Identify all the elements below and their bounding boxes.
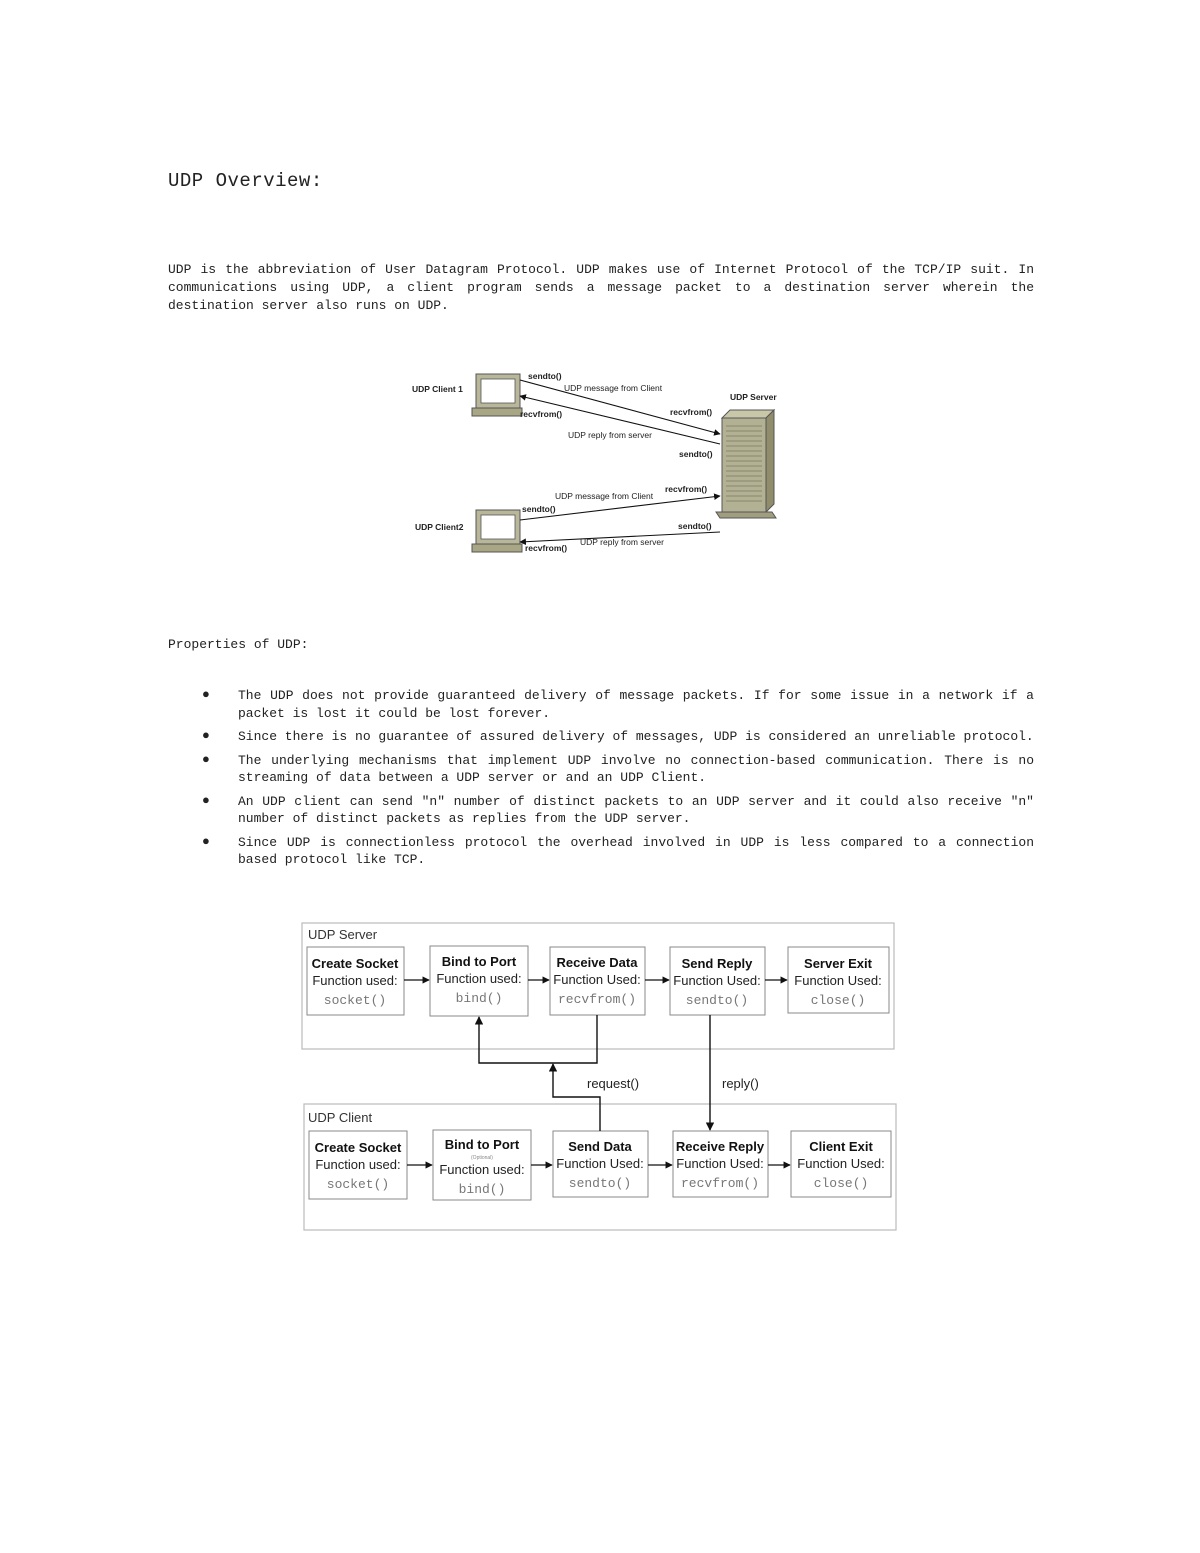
svg-text:sendto(): sendto() — [568, 1176, 632, 1191]
svg-text:Receive Reply: Receive Reply — [675, 1139, 765, 1154]
client2-sendto-label: sendto() — [522, 504, 556, 514]
server-step-server-exit — [788, 947, 889, 1013]
svg-text:bind(): bind() — [455, 991, 503, 1006]
svg-text:Create Socket: Create Socket — [314, 1140, 402, 1155]
svg-text:Bind to Port: Bind to Port — [444, 1137, 520, 1152]
svg-text:Create Socket: Create Socket — [311, 956, 399, 971]
svg-text:close(): close() — [813, 1176, 869, 1191]
client2-message-label: UDP message from Client — [555, 491, 654, 501]
client-step-create-socket — [309, 1131, 407, 1199]
request-label: request() — [587, 1076, 640, 1091]
server-group-label: UDP Server — [308, 927, 378, 942]
udp-client-server-figure — [400, 362, 800, 562]
svg-text:Send Data: Send Data — [568, 1139, 632, 1154]
client2-recvfrom-label: recvfrom() — [525, 543, 568, 553]
svg-text:bind(): bind() — [458, 1182, 506, 1197]
client-step-bind-to-port — [433, 1130, 531, 1200]
bullet-icon: ● — [202, 751, 210, 767]
svg-text:recvfrom(): recvfrom() — [680, 1176, 760, 1191]
svg-text:(Optional): (Optional) — [471, 1155, 493, 1161]
udp-flow-diagram — [300, 920, 898, 1234]
server-sendto-label-2: sendto() — [678, 521, 712, 531]
svg-text:close(): close() — [810, 993, 866, 1008]
svg-text:recvfrom(): recvfrom() — [557, 992, 637, 1007]
svg-text:Function Used:: Function Used: — [673, 973, 761, 988]
properties-heading: Properties of UDP: — [168, 637, 309, 652]
list-item: ● The underlying mechanisms that implement UDP involve no connection-based communication. There is no streaming of data between a UDP server or and an UDP Client. — [202, 751, 1034, 785]
server-step-create-socket — [307, 947, 404, 1015]
client1-sendto-label: sendto() — [528, 371, 562, 381]
client-step-receive-reply — [673, 1131, 768, 1197]
svg-text:Function used:: Function used: — [315, 1157, 401, 1172]
svg-text:socket(): socket() — [323, 993, 387, 1008]
list-item: ● The UDP does not provide guaranteed delivery of message packets. If for some issue in a network if a packet is lost it could be lost forever. — [202, 687, 1034, 721]
list-item: ● Since UDP is connectionless protocol the overhead involved in UDP is less compared to a connection based protocol like TCP. — [202, 833, 1034, 867]
page-title: UDP Overview: — [168, 170, 323, 192]
client1-recvfrom-label: recvfrom() — [520, 409, 563, 419]
svg-text:Function used:: Function used: — [312, 973, 398, 988]
svg-text:Function Used:: Function Used: — [797, 1156, 885, 1171]
svg-text:Bind to Port: Bind to Port — [441, 954, 517, 969]
client2-label: UDP Client2 — [415, 522, 464, 532]
bullet-icon: ● — [202, 687, 210, 702]
server-recvfrom-label-2: recvfrom() — [665, 484, 708, 494]
list-item: ● An UDP client can send "n" number of distinct packets to an UDP server and it could also receive "n" number of distinct packets as replies from the UDP server. — [202, 792, 1034, 826]
svg-text:Function used:: Function used: — [436, 971, 522, 986]
svg-text:Function used:: Function used: — [439, 1162, 525, 1177]
svg-text:socket(): socket() — [326, 1177, 390, 1192]
client1-label: UDP Client 1 — [412, 384, 463, 394]
client-step-send-data — [553, 1131, 648, 1197]
client1-computer-icon — [472, 374, 522, 416]
server-icon — [716, 410, 776, 518]
bullet-icon: ● — [202, 833, 210, 849]
svg-text:Send Reply: Send Reply — [681, 956, 753, 971]
client2-computer-icon — [472, 510, 522, 552]
server-reply2-label: UDP reply from server — [580, 537, 664, 547]
reply-label: reply() — [722, 1076, 759, 1091]
svg-text:Receive Data: Receive Data — [556, 955, 638, 970]
server-step-receive-data — [550, 947, 645, 1015]
server-step-bind-to-port — [430, 946, 528, 1016]
server-recvfrom-label-1: recvfrom() — [670, 407, 713, 417]
server-reply1-label: UDP reply from server — [568, 430, 652, 440]
svg-text:sendto(): sendto() — [685, 993, 749, 1008]
server-label: UDP Server — [730, 392, 777, 402]
server-step-send-reply — [670, 947, 765, 1015]
intro-paragraph: UDP is the abbreviation of User Datagram Protocol. UDP makes use of Internet Protocol of the TCP/IP suit. In communications using UDP, a client program sends a message packet to a destination server wherein the destination server also runs on UDP. — [168, 262, 1034, 313]
server-sendto-label-1: sendto() — [679, 449, 713, 459]
svg-text:Function Used:: Function Used: — [553, 972, 641, 987]
client1-message-label: UDP message from Client — [564, 383, 663, 393]
svg-text:Function Used:: Function Used: — [676, 1156, 764, 1171]
svg-text:Server Exit: Server Exit — [804, 956, 872, 971]
properties-list — [202, 687, 1034, 875]
svg-text:Client Exit: Client Exit — [809, 1139, 873, 1154]
client-group-label: UDP Client — [308, 1110, 373, 1125]
list-item: ● Since there is no guarantee of assured delivery of messages, UDP is considered an unreliable protocol. — [202, 728, 1034, 744]
svg-text:Function Used:: Function Used: — [556, 1156, 644, 1171]
svg-text:Function Used:: Function Used: — [794, 973, 882, 988]
bullet-icon: ● — [202, 792, 210, 808]
bullet-icon: ● — [202, 728, 210, 743]
client-step-client-exit — [791, 1131, 891, 1197]
